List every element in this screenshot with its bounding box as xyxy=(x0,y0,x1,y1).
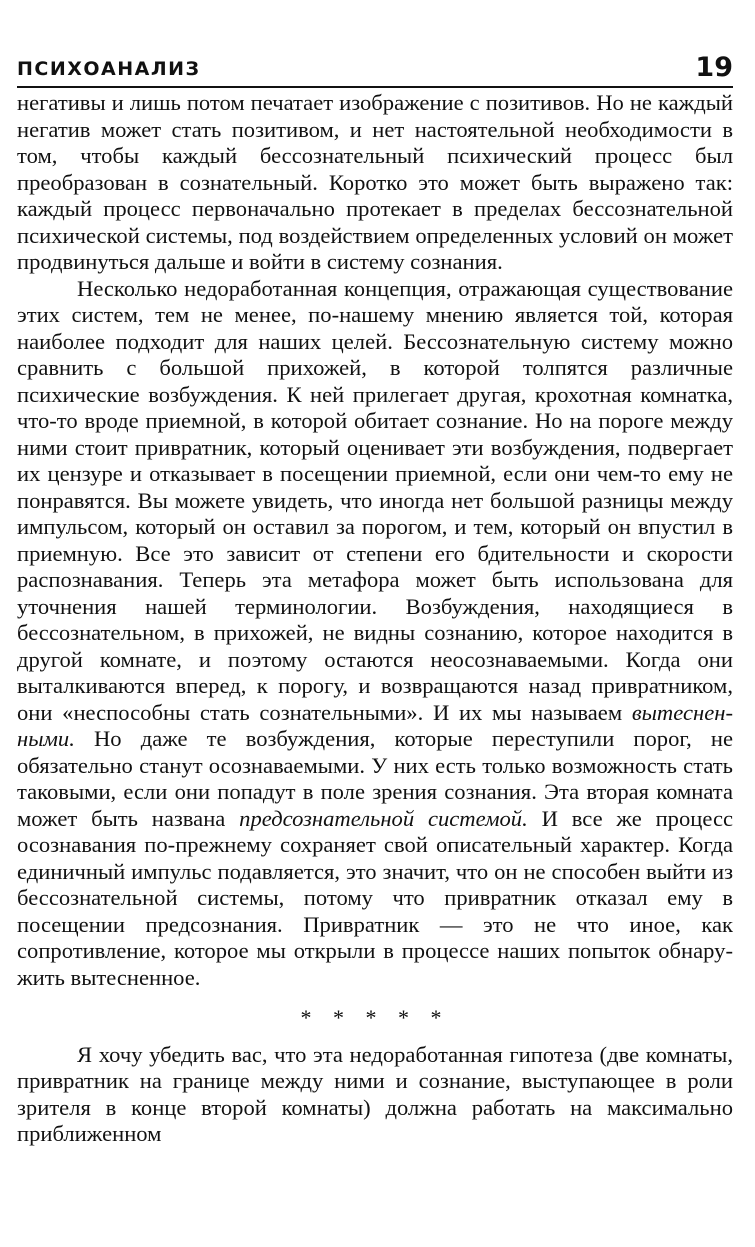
running-title: ПСИХОАНАЛИЗ xyxy=(17,58,201,80)
paragraph-2-text-c: И все же процесс осознавания по-прежнему сохраняет свой описательный характер. Когда единичный импульс подавляется, это значит, что он не способен выйти из бессознательной системы, потому что привратник отказал ему в посещении предсознания. Привратник — это не что иное, как сопротивление, которое мы открыли в процессе наших попыток обнаружить вытесненное. xyxy=(17,805,734,990)
page-number: 19 xyxy=(695,52,733,83)
paragraph-1: негативы и лишь потом печатает изображение с позитивов. Но не каждый негатив может стать позитивом, и нет настоятельной необходимости в том, чтобы каждый бессознательный психический процесс был преобразован в сознательный. Коротко это может быть выражено так: каждый процесс первоначально протекает в пределах бессознательной психической системы, под воздействием определенных условий он может продвинуться дальше и войти в систему сознания. xyxy=(17,90,733,274)
paragraph-2-text-a: Несколько недоработанная концепция, отражающая существование этих систем, тем не менее, по-нашему мнению является той, которая наиболее подходит для наших целей. Бессознательную систему можно сравнить с большой прихожей, в которой толпятся различные психические возбуждения. К ней прилегает другая, крохотная комнатка, что-то вроде приемной, в которой обитает сознание. Но на пороге между ними стоит привратник, который оценивает эти возбуждения, подвергает их цензуре и отказывает в посещении приемной, если они чем-то ему не понравятся. Вы можете увидеть, что иногда нет большой разницы между импульсом, который он оставил за порогом, и тем, который он впустил в приемную. Все это зависит от степени его бдительности и скорости распознавания. Теперь эта метафора может быть использована для уточнения нашей терминологии. Возбуждения, находящиеся в бессознательном, в прихожей, не видны сознанию, которое находится в другой комнате, и поэтому остаются неосознаваемыми. Когда они выталкиваются вперед, к порогу, и возвращаются назад привратником, они «неспособны стать сознательными». И их мы называем xyxy=(17,275,733,725)
header-rule xyxy=(17,86,733,88)
paragraph-3: Я хочу убедить вас, что эта недоработанная гипотеза (две комнаты, привратник на границе между ними и сознание, выступающее в роли зрителя в конце второй комнаты) должна работать на максимально приближенном xyxy=(17,1041,733,1146)
italic-term-repressed: вытесненными. xyxy=(17,699,733,751)
running-head xyxy=(17,52,733,86)
paragraph-2 xyxy=(17,276,733,992)
paragraph-2-text-b: Но даже те возбуждения, которые переступили порог, не обязательно станут осознаваемыми. У них есть только возможность стать таковыми, если они попадут в поле зрения сознания. Эта вторая комната может быть названа xyxy=(17,726,733,831)
italic-term-preconscious: предсознательной системой. xyxy=(239,805,528,831)
body-text xyxy=(17,90,733,1148)
section-separator: * * * * * xyxy=(300,1005,450,1030)
